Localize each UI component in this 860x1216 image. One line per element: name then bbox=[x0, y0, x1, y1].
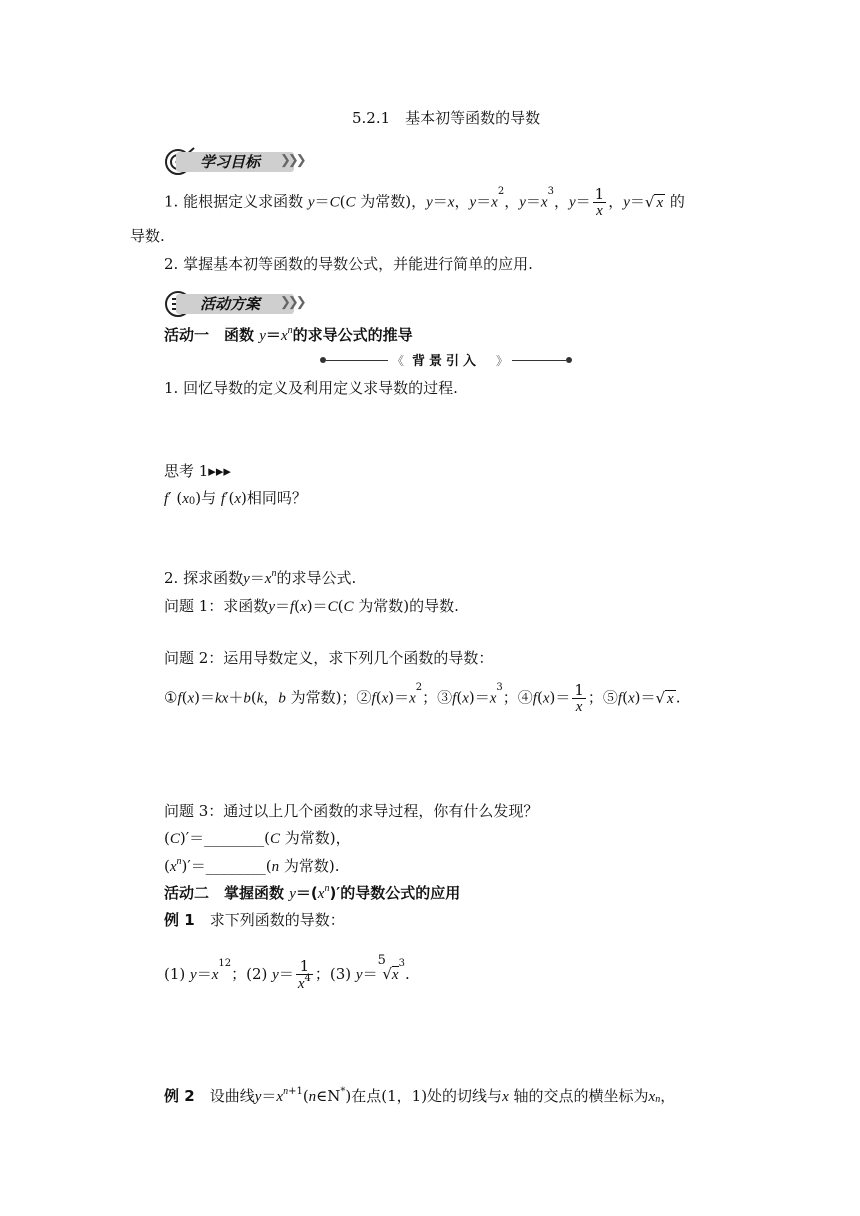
item-1: 1. 回忆导数的定义及利用定义求导数的过程. bbox=[164, 379, 458, 397]
question-2-list: ①f(x)＝kx＋b(k，b 为常数)；$②f(x)=x^2$；$③f(x)=x^3$；④f(x)＝ $\frac{1}{x}$ ；⑤f(x)＝√ x . bbox=[164, 681, 681, 715]
goal-2: 2. 掌握基本初等函数的导数公式，并能进行简单的应用. bbox=[164, 255, 533, 273]
formula-power: $(x^n)'=\_\_\_\_\_\_\_\_(n$ 为常数). bbox=[164, 856, 340, 875]
example-2: 例 2 设曲线$y=x^{n+1}(n\in N^*)$在点(1，1)处的切线与x 轴的交点的横坐标为$x_n$， bbox=[164, 1086, 676, 1105]
goals-banner bbox=[160, 146, 330, 176]
think-1: 思考 1▸▸▸ bbox=[164, 462, 231, 480]
item-2: 2. 探求函数$y=x^n$的求导公式. bbox=[164, 568, 357, 587]
background-intro-label: 背景引入 bbox=[412, 354, 481, 369]
goal-1: 1. 能根据定义求函数 y＝C(C 为常数)，y＝x，$y=x^2$，$y=x^3$，y＝ $\frac{1}{x}$ ，y＝√ x 的 bbox=[164, 185, 685, 219]
formula-constant: (C)′＝________(C 为常数)， bbox=[164, 829, 351, 847]
page-title: 5.2.1 基本初等函数的导数 bbox=[352, 109, 541, 127]
background-divider: 《 背景引入 》 bbox=[320, 352, 572, 368]
activity-1-heading: 活动一 函数 $y=x^n$的求导公式的推导 bbox=[164, 325, 413, 344]
example-1: 例 1 求下列函数的导数： bbox=[164, 911, 345, 929]
plan-banner-label: 活动方案 bbox=[200, 295, 261, 313]
goal-1-wrap: 导数. bbox=[130, 227, 165, 245]
example-1-items: (1) $y=x^{12}$；(2) y＝ $\frac{1}{x^4}$ ；(3) y＝ 5 $√x^3$. bbox=[164, 953, 410, 992]
activity-2-heading: 活动二 掌握函数 $y=(x^n)'$的导数公式的应用 bbox=[164, 883, 461, 902]
goals-banner-label: 学习目标 bbox=[200, 153, 261, 171]
question-3: 问题 3：通过以上几个函数的求导过程，你有什么发现？ bbox=[164, 802, 539, 820]
question-2: 问题 2：运用导数定义，求下列几个函数的导数： bbox=[164, 649, 494, 667]
question-1: 问题 1：求函数y＝f(x)＝C(C 为常数)的导数. bbox=[164, 597, 459, 615]
think-1-question: f′ $(x_0)$与 f′(x)相同吗？ bbox=[164, 489, 307, 507]
plan-banner: 活动方案 ❯❯❯ bbox=[160, 288, 330, 318]
banner-arrows: ❯❯❯ bbox=[280, 153, 304, 168]
